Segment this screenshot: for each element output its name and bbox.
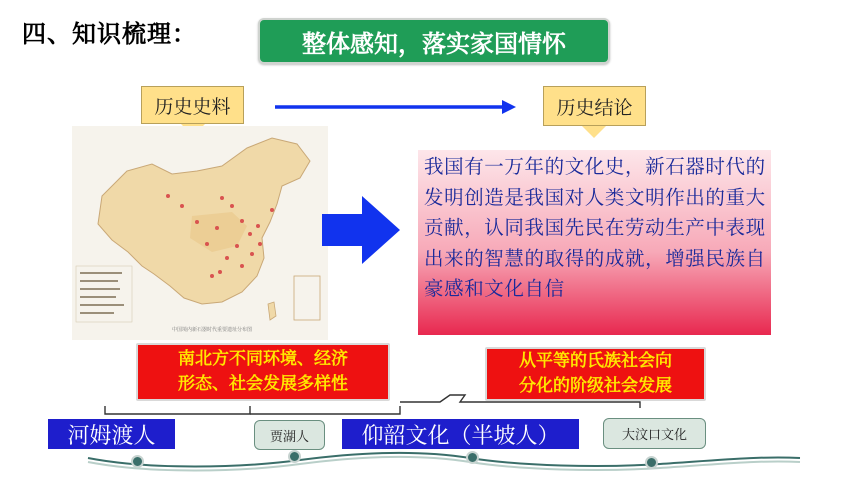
social-change-line-2: 分化的阶级社会发展: [519, 376, 672, 396]
conclusion-label: 历史结论: [543, 86, 646, 126]
map-caption: 中国境内新石器时代重要遗址分布图: [171, 327, 252, 333]
timeline-dot-1: [131, 455, 144, 468]
diversity-line-2: 形态、社会发展多样性: [178, 374, 348, 394]
timeline-dot-3: [466, 451, 479, 464]
jiahu-label: 贾湖人: [254, 420, 325, 450]
hemudu-label: 河姆渡人: [48, 419, 175, 449]
social-change-box: [485, 347, 706, 401]
diversity-line-1: 南北方不同环境、经济: [178, 349, 348, 369]
social-change-line-1: 从平等的氏族社会向: [519, 351, 672, 371]
dawenkou-label: 大汶口文化: [603, 418, 706, 449]
big-arrow-icon: [320, 194, 402, 266]
timeline-line: [0, 444, 860, 484]
diversity-box: [136, 343, 390, 401]
timeline-dot-4: [645, 456, 658, 469]
brackets: [0, 390, 860, 420]
source-label: 历史史料: [141, 86, 244, 124]
yangshao-label: 仰韶文化（半坡人）: [342, 419, 579, 449]
flow-arrow: [270, 96, 520, 118]
conclusion-text: 我国有一万年的文化史，新石器时代的发明创造是我国对人类文明作出的重大贡献，认同我国先民在劳动生产中表现出来的智慧的取得的成就，增强民族自豪感和文化自信: [418, 150, 771, 335]
conclusion-label-pointer: [582, 126, 606, 138]
section-title: 四、知识梳理：: [22, 20, 197, 48]
theme-banner: 整体感知，落实家国情怀: [258, 18, 610, 64]
china-map-illustration: [72, 126, 328, 340]
neolithic-sites-map: [72, 126, 328, 340]
timeline-dot-2: [288, 450, 301, 463]
